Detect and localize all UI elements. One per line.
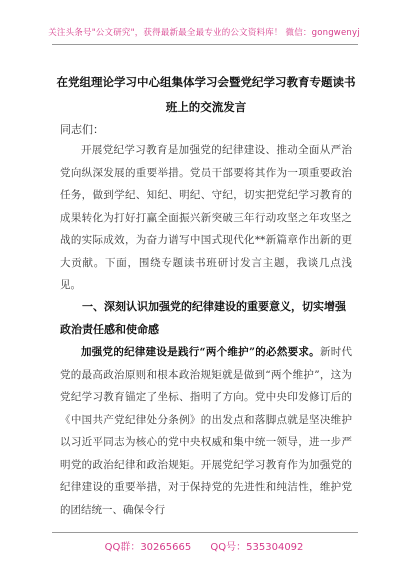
footer-contact (0, 538, 408, 553)
header-promo-note: 关注头条号"公文研究"，获得最新最全最专业的公文资料库！ 微信：gongwenyj (48, 28, 360, 38)
paragraph-body-text: 新时代党的最高政治原则和根本政治规矩就是做到“两个维护”，这为党纪学习教育锚定了坐标、指明了方向。党中央印发修订后的《中国共产党纪律处分条例》的出发点和落脚点就是坚决维护以习近平同志为核心的党中央权威和集中统一领导，进一步严明党的政治纪律和政治规矩。开展党纪学习教育作为加强党的纪律建设的重要举措，对于保持党的先进性和纯洁性，维护党的团结统一、确保令行 (60, 346, 352, 516)
section-heading-1: 一、深刻认识加强党的纪律建设的重要意义，切实增强政治责任感和使命感 (60, 300, 346, 336)
footer-qq-number: QQ号：535304092 (210, 542, 304, 553)
document-title: 在党组理论学习中心组集体学习会暨党纪学习教育专题读书班上的交流发言 (56, 75, 356, 114)
body-paragraph-1: 开展党纪学习教育是加强党的纪律建设、推动全面从严治党向纵深发展的重要举措。党员干部要将其作为一项重要政治任务，做到学纪、知纪、明纪、守纪，切实把党纪学习教育的成果转化为打好打赢全面振兴新突破三年行动攻坚之年攻坚之战的实际成效，为奋力谱写中国式现代化**新篇章作出新的更大贡献。下面，围绕专题读书班研讨发言主题，我谈几点浅见。 (60, 144, 352, 291)
header-divider (52, 44, 358, 45)
footer-qq-group: QQ群：30265665 (104, 542, 192, 553)
footer-divider (52, 532, 358, 533)
salutation: 同志们： (60, 123, 104, 136)
paragraph-lead-sentence: 加强党的纪律建设是践行“两个维护”的必然要求。 (81, 346, 320, 358)
body-paragraph-2 (60, 341, 352, 521)
